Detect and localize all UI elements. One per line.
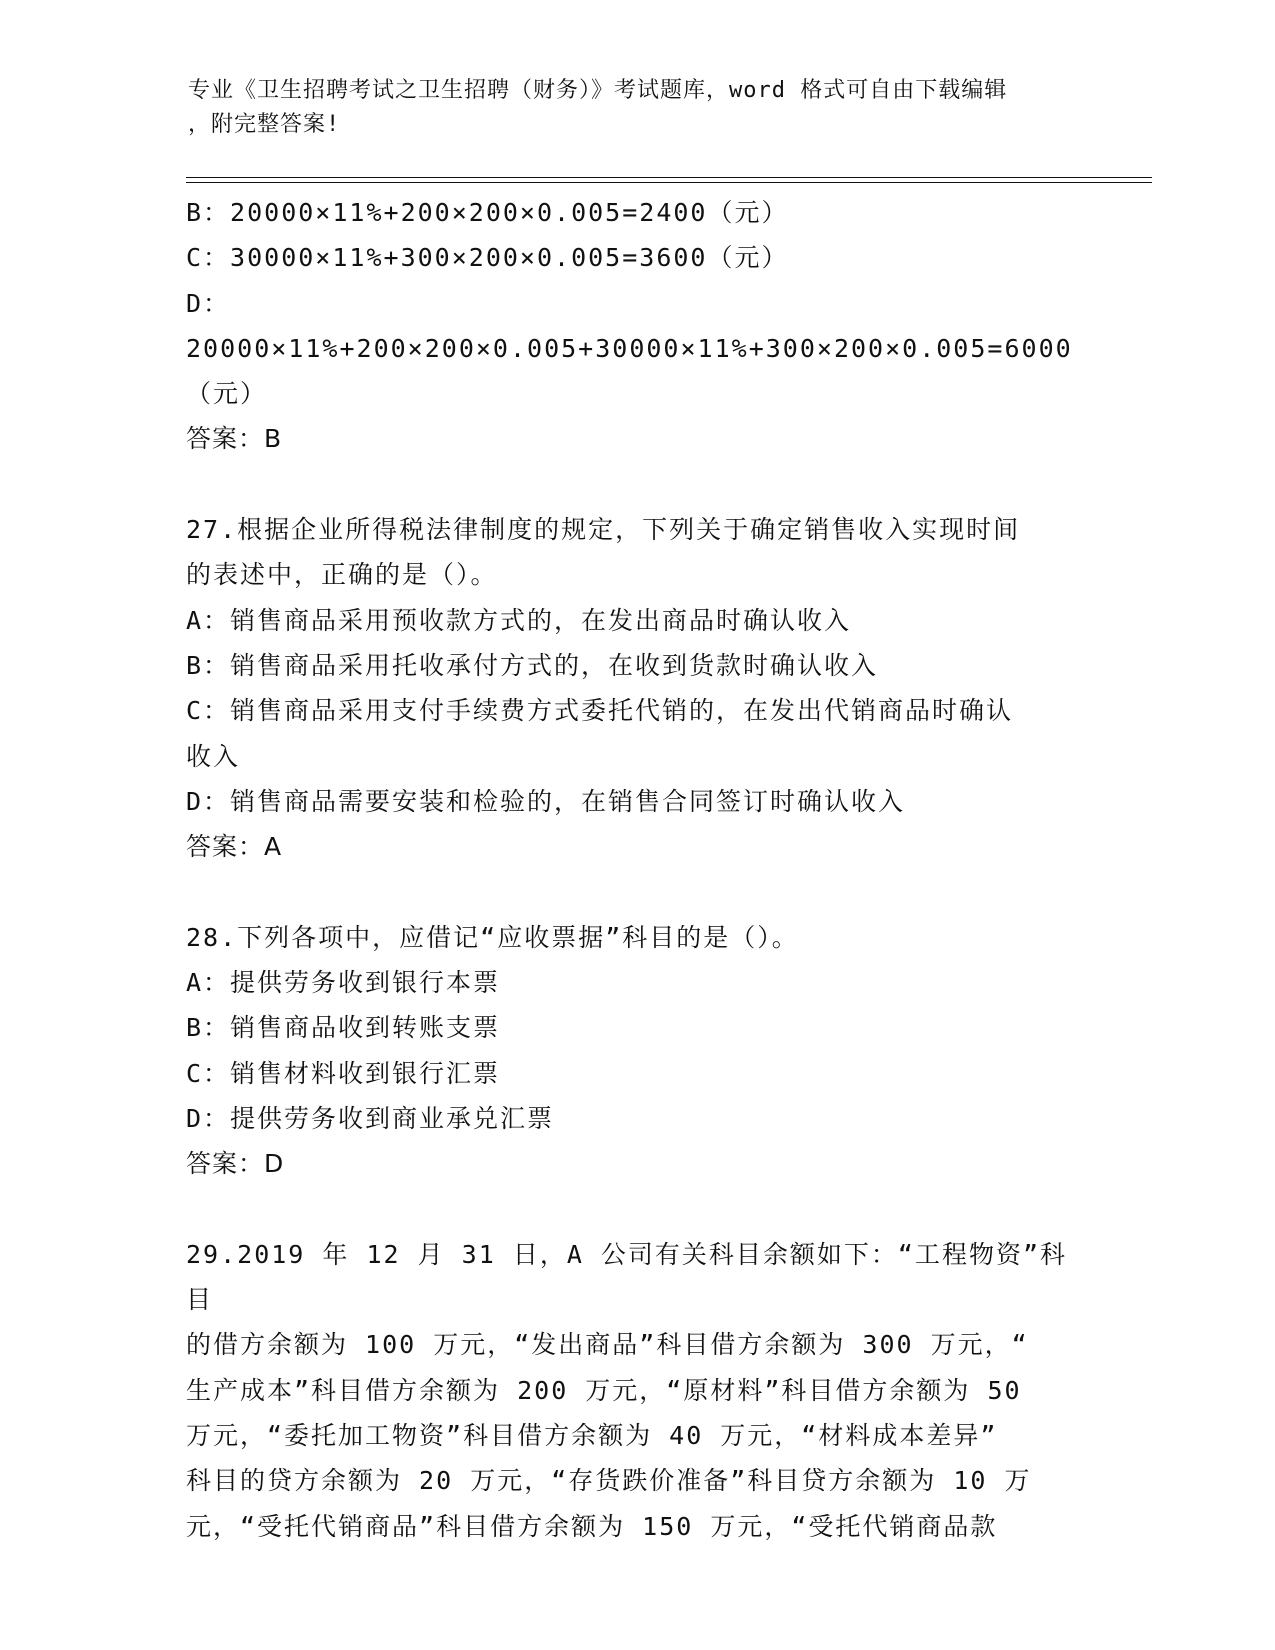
option-a: A：销售商品采用预收款方式的，在发出商品时确认收入: [186, 605, 852, 635]
question-stem-continued: 的借方余额为 100 万元，“发出商品”科目借方余额为 300 万元，“: [186, 1330, 1029, 1360]
option-d-continued: （元）: [186, 379, 268, 409]
spacer: [186, 869, 1076, 914]
header-subtitle-line: ，附完整答案!: [188, 112, 341, 137]
option-c: C：30000×11%+300×200×0.005=3600（元）: [186, 243, 789, 273]
option-d: D：20000×11%+200×200×0.005+30000×11%+300×200×0.005=6000: [186, 288, 1073, 363]
question-stem-continued: 元，“受托代销商品”科目借方余额为 150 万元，“受托代销商品款: [186, 1511, 998, 1541]
question-stem: 28.下列各项中，应借记“应收票据”科目的是（）。: [186, 922, 799, 952]
option-b: B：销售商品采用托收承付方式的，在收到货款时确认收入: [186, 650, 879, 680]
answer: 答案：A: [186, 832, 283, 862]
header-divider-top: [186, 177, 1152, 178]
header-divider-bottom: [186, 182, 1152, 183]
answer: 答案：B: [186, 424, 283, 454]
option-b: B：销售商品收到转账支票: [186, 1013, 501, 1043]
question-stem: 29.2019 年 12 月 31 日，A 公司有关科目余额如下：“工程物资”科目: [186, 1239, 1068, 1315]
document-body: [186, 190, 1076, 1549]
spacer: [186, 1187, 1076, 1232]
option-c: C：销售商品采用支付手续费方式委托代销的，在发出代销商品时确认: [186, 696, 1014, 726]
option-c: C：销售材料收到银行汇票: [186, 1058, 501, 1088]
question-stem-continued: 生产成本”科目借方余额为 200 万元，“原材料”科目借方余额为 50: [186, 1375, 1022, 1405]
option-d: D：销售商品需要安装和检验的，在销售合同签订时确认收入: [186, 786, 906, 816]
question-29: [186, 1232, 1076, 1549]
document-header: [188, 74, 1068, 142]
question-28: [186, 915, 1076, 1187]
question-27: [186, 507, 1076, 869]
option-a: A：提供劳务收到银行本票: [186, 968, 501, 998]
option-b: B：20000×11%+200×200×0.005=2400（元）: [186, 198, 789, 227]
question-26: [186, 190, 1076, 462]
option-d: D：提供劳务收到商业承兑汇票: [186, 1103, 555, 1133]
question-stem-continued: 的表述中，正确的是（）。: [186, 560, 498, 590]
question-stem-continued: 科目的贷方余额为 20 万元，“存货跌价准备”科目贷方余额为 10 万: [186, 1466, 1032, 1496]
spacer: [186, 462, 1076, 507]
question-stem: 27.根据企业所得税法律制度的规定，下列关于确定销售收入实现时间: [186, 515, 1021, 545]
question-stem-continued: 万元，“委托加工物资”科目借方余额为 40 万元，“材料成本差异”: [186, 1421, 998, 1451]
header-title-line: 专业《卫生招聘考试之卫生招聘（财务）》考试题库，word 格式可自由下载编辑: [188, 78, 1008, 103]
answer: 答案：D: [186, 1149, 285, 1179]
option-c-continued: 收入: [186, 741, 241, 771]
